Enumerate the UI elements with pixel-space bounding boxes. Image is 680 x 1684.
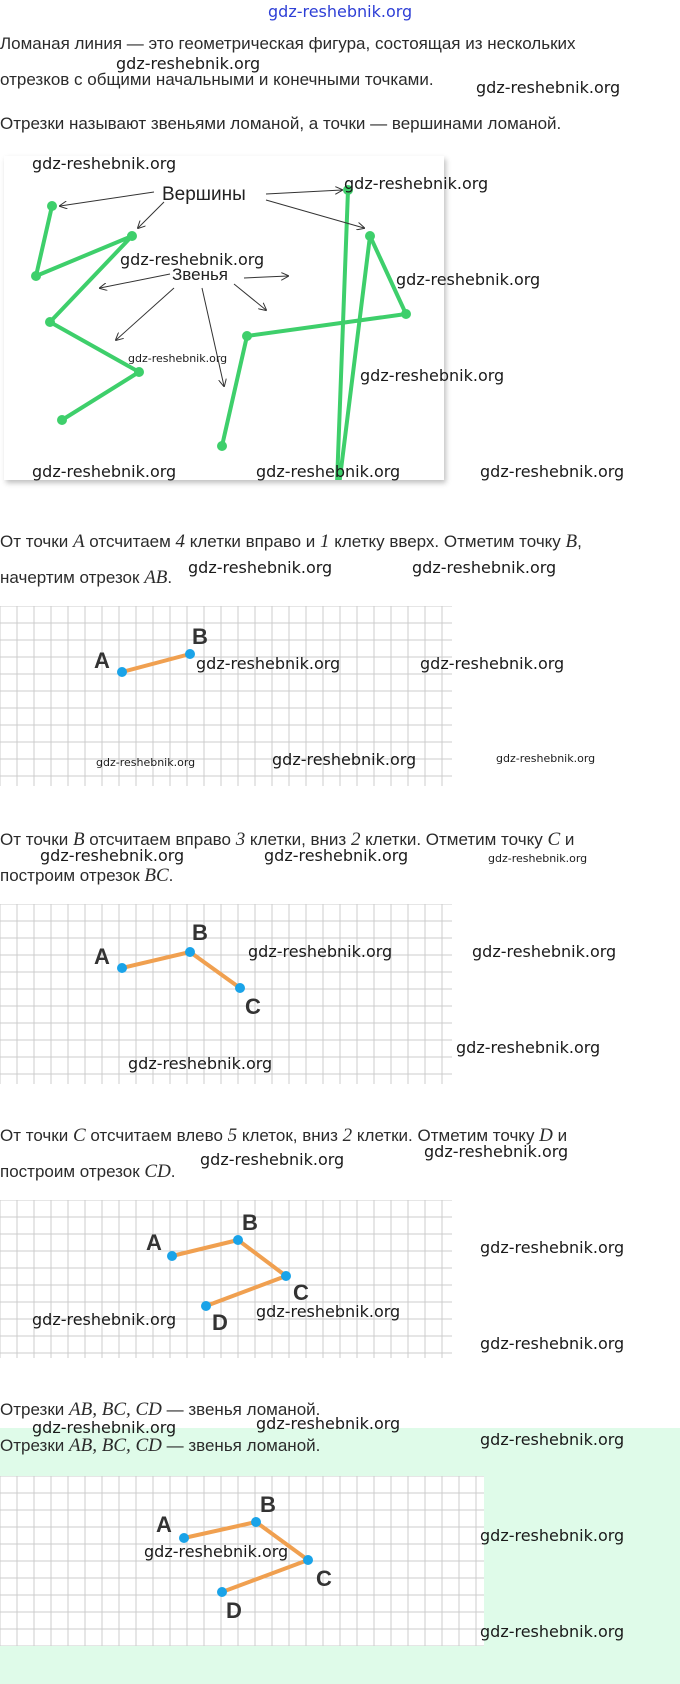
label-b: B (260, 1492, 276, 1517)
vertex (47, 201, 57, 211)
arrow (244, 276, 288, 278)
watermark: gdz-reshebnik.org (480, 462, 625, 481)
label-c: C (293, 1280, 309, 1305)
polyline-1 (36, 206, 139, 420)
point-b (233, 1235, 243, 1245)
label-d: D (226, 1598, 242, 1623)
vertex (127, 231, 137, 241)
watermark: gdz-reshebnik.org (480, 1238, 625, 1257)
point-b (185, 649, 195, 659)
arrow (202, 288, 224, 386)
watermark: gdz-reshebnik.org (480, 1334, 625, 1353)
watermark: gdz-reshebnik.org (120, 250, 265, 269)
watermark: gdz-reshebnik.org (480, 1622, 625, 1641)
conclusion-text: Отрезки AB, BC, CD — звенья ломаной. (0, 1399, 321, 1420)
watermark: gdz-reshebnik.org (144, 1542, 289, 1561)
point-label: A (72, 531, 85, 552)
step2-line-2: построим отрезок BC. (0, 865, 174, 886)
vertex (365, 231, 375, 241)
watermark: gdz-reshebnik.org (360, 366, 505, 385)
point-b (185, 947, 195, 957)
point-d (201, 1301, 211, 1311)
vertex (401, 309, 411, 319)
polyline-diagram-svg (4, 156, 444, 480)
watermark: gdz-reshebnik.org (256, 462, 401, 481)
watermark: gdz-reshebnik.org (456, 1038, 601, 1057)
watermark: gdz-reshebnik.org (196, 654, 341, 673)
watermark: gdz-reshebnik.org (344, 174, 489, 193)
watermark: gdz-reshebnik.org (480, 1430, 625, 1449)
watermark: gdz-reshebnik.org (200, 1150, 345, 1169)
label-b: B (192, 920, 208, 945)
intro-line-3: Отрезки называют звеньями ломаной, а точки — вершинами ломаной. (0, 114, 562, 133)
vertex (134, 367, 144, 377)
label-d: D (212, 1310, 228, 1335)
watermark: gdz-reshebnik.org (128, 352, 228, 365)
label-a: A (94, 648, 110, 673)
polyline-diagram (4, 156, 444, 480)
arrow (60, 192, 154, 206)
watermark: gdz-reshebnik.org (40, 846, 185, 865)
polyline-abcd-final (0, 1476, 484, 1646)
label-a: A (146, 1230, 162, 1255)
watermark: gdz-reshebnik.org (256, 1414, 401, 1433)
vertex (45, 317, 55, 327)
label-c: C (245, 994, 261, 1019)
watermark: gdz-reshebnik.org (116, 54, 261, 73)
segments-abcd (172, 1240, 286, 1306)
grid-figure-abcd (0, 1200, 452, 1358)
step1-line-2: начертим отрезок AB. (0, 567, 173, 588)
step3-line-1: От точки C отсчитаем влево 5 клеток, вниз 2 клетки. Отметим точку D и (0, 1125, 568, 1146)
watermark: gdz-reshebnik.org (188, 558, 333, 577)
intro-line-1: Ломаная линия — это геометрическая фигура, состоящая из нескольких (0, 34, 576, 53)
label-b: B (242, 1210, 258, 1235)
point-d (217, 1587, 227, 1597)
watermark: gdz-reshebnik.org (272, 750, 417, 769)
point-c (303, 1555, 313, 1565)
intro-line-2: отрезков с общими начальными и конечными точками. (0, 70, 434, 89)
watermark: gdz-reshebnik.org (32, 154, 177, 173)
segments-abc (122, 952, 240, 988)
point-c (281, 1271, 291, 1281)
watermark: gdz-reshebnik.org (396, 270, 541, 289)
arrow (116, 288, 174, 340)
watermark: gdz-reshebnik.org (128, 1054, 273, 1073)
watermark: gdz-reshebnik.org (412, 558, 557, 577)
arrow (138, 202, 164, 228)
point-a (117, 963, 127, 973)
point-c (235, 983, 245, 993)
watermark: gdz-reshebnik.org (32, 1310, 177, 1329)
label-links: Звенья (172, 265, 229, 284)
point-a (117, 667, 127, 677)
polyline-abcd (0, 1200, 452, 1358)
label-a: A (94, 944, 110, 969)
step3-line-2: построим отрезок CD. (0, 1161, 176, 1182)
watermark: gdz-reshebnik.org (96, 756, 196, 769)
watermark: gdz-reshebnik.org (480, 1526, 625, 1545)
watermark-top: gdz-reshebnik.org (268, 2, 413, 21)
vertex (217, 441, 227, 451)
watermark: gdz-reshebnik.org (424, 1142, 569, 1161)
step2-line-1: От точки B отсчитаем вправо 3 клетки, вниз 2 клетки. Отметим точку C и (0, 829, 575, 850)
watermark: gdz-reshebnik.org (32, 462, 177, 481)
arrow (266, 190, 342, 194)
conclusion-text-highlight: Отрезки AB, BC, CD — звенья ломаной. (0, 1435, 321, 1456)
arrow (100, 274, 170, 288)
watermark: gdz-reshebnik.org (476, 78, 621, 97)
vertex (57, 415, 67, 425)
arrow (234, 284, 266, 310)
grid-figure-abcd-final (0, 1476, 484, 1646)
label-c: C (316, 1566, 332, 1591)
label-b: B (192, 624, 208, 649)
watermark: gdz-reshebnik.org (32, 1418, 177, 1437)
vertex (242, 331, 252, 341)
label-vertices: Вершины (162, 184, 246, 205)
watermark: gdz-reshebnik.org (420, 654, 565, 673)
step1-line-1: От точки A отсчитаем 4 клетки вправо и 1 клетку вверх. Отметим точку B, (0, 531, 582, 552)
watermark: gdz-reshebnik.org (496, 752, 596, 765)
watermark: gdz-reshebnik.org (488, 852, 588, 865)
vertex (31, 271, 41, 281)
watermark: gdz-reshebnik.org (256, 1302, 401, 1321)
point-b (251, 1517, 261, 1527)
label-a: A (156, 1512, 172, 1537)
segment-ab (122, 654, 190, 672)
watermark: gdz-reshebnik.org (472, 942, 617, 961)
watermark: gdz-reshebnik.org (264, 846, 409, 865)
watermark: gdz-reshebnik.org (248, 942, 393, 961)
point-a (167, 1251, 177, 1261)
